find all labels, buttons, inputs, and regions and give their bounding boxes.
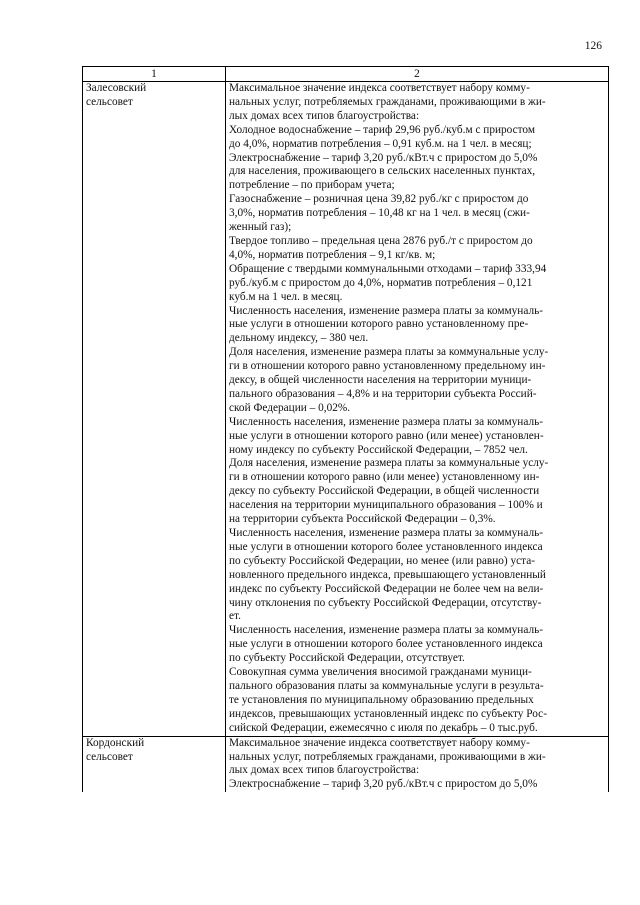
text-line: ные услуги в отношении которого равно установленному пре-	[229, 318, 529, 331]
description-paragraph	[229, 263, 605, 305]
text-line: ные услуги в отношении которого равно (или менее) установлен-	[229, 429, 544, 442]
text-line: ные услуги в отношении которого более установленного индекса	[229, 638, 543, 651]
description-paragraph	[229, 666, 605, 736]
text-line: индексов, превышающих установленный индекс по субъекту Рос-	[229, 707, 547, 720]
text-line: Твердое топливо – предельная цена 2876 руб./т с приростом до	[229, 234, 533, 247]
text-line: ному индексу по субъекту Российской Федерации, – 7852 чел.	[229, 443, 528, 456]
text-line: лых домах всех типов благоустройства:	[229, 109, 420, 122]
text-line: Обращение с твердыми коммунальными отходами – тариф 333,94	[229, 262, 547, 275]
header-cell-1: 1	[83, 67, 226, 82]
text-line: дексу по субъекту Российской Федерации, в общей численности	[229, 485, 540, 498]
description-paragraph	[229, 778, 605, 792]
text-line: пального образования – 4,8% и на территории субъекта Россий-	[229, 387, 537, 400]
text-line: на территории субъекта Российской Федерации – 0,3%.	[229, 513, 496, 526]
text-line: населения на территории муниципального образования – 100% и	[229, 499, 543, 512]
text-line: сийской Федерации, ежемесячно с июля по декабрь – 0 тыс.руб.	[229, 721, 538, 734]
description-paragraph	[229, 624, 605, 666]
text-line: Численность населения, изменение размера платы за коммуналь-	[229, 415, 543, 428]
text-line: нальных услуг, потребляемых гражданами, проживающими в жи-	[229, 95, 546, 108]
description-cell	[226, 82, 609, 737]
municipality-name-line: сельсовет	[86, 95, 133, 108]
municipality-name-cell	[83, 82, 226, 737]
text-line: женный газ);	[229, 221, 292, 234]
text-line: пального образования платы за коммунальные услуги в результа-	[229, 679, 544, 692]
text-line: дексу, в общей численности населения на территории муници-	[229, 374, 532, 387]
text-line: 4,0%, норматив потребления – 9,1 кг/кв. м;	[229, 248, 436, 261]
text-line: ет.	[229, 610, 241, 623]
text-line: по субъекту Российской Федерации, отсутствует.	[229, 652, 465, 665]
table-row	[83, 736, 609, 792]
text-line: чину отклонения по субъекту Российской Федерации, отсутству-	[229, 596, 542, 609]
table-row	[83, 82, 609, 737]
description-paragraph	[229, 737, 605, 779]
text-line: дельному индексу, – 380 чел.	[229, 332, 369, 345]
text-line: ской Федерации – 0,02%.	[229, 401, 351, 414]
municipality-name-cell	[83, 736, 226, 792]
text-line: Холодное водоснабжение – тариф 29,96 руб./куб.м с приростом	[229, 123, 535, 136]
text-line: Максимальное значение индекса соответствует набору комму-	[229, 736, 530, 749]
description-paragraph	[229, 193, 605, 235]
text-line: 3,0%, норматив потребления – 10,48 кг на 1 чел. в месяц (сжи-	[229, 207, 530, 220]
text-line: Доля населения, изменение размера платы за коммунальные услу-	[229, 346, 549, 359]
text-line: куб.м на 1 чел. в месяц.	[229, 290, 343, 303]
text-line: Численность населения, изменение размера платы за коммуналь-	[229, 624, 543, 637]
description-paragraph	[229, 124, 605, 152]
description-paragraph	[229, 305, 605, 347]
text-line: ги в отношении которого равно (или менее) установленному ин-	[229, 471, 540, 484]
text-line: Доля населения, изменение размера платы за коммунальные услу-	[229, 457, 549, 470]
text-line: Электроснабжение – тариф 3,20 руб./кВт.ч с приростом до 5,0%	[229, 778, 538, 791]
description-paragraph	[229, 416, 605, 458]
text-line: Численность населения, изменение размера платы за коммуналь-	[229, 304, 543, 317]
text-line: Газоснабжение – розничная цена 39,82 руб./кг с приростом до	[229, 193, 529, 206]
text-line: ные услуги в отношении которого более установленного индекса	[229, 540, 543, 553]
description-paragraph	[229, 527, 605, 624]
page-number: 126	[584, 40, 602, 52]
text-line: нальных услуг, потребляемых гражданами, проживающими в жи-	[229, 750, 546, 763]
description-paragraph	[229, 235, 605, 263]
text-line: для населения, проживающего в сельских населенных пунктах,	[229, 165, 536, 178]
text-line: Максимальное значение индекса соответствует набору комму-	[229, 82, 530, 94]
municipality-name-line: сельсовет	[86, 750, 133, 763]
description-paragraph	[229, 82, 605, 124]
text-line: Совокупная сумма увеличения вносимой гражданами муници-	[229, 666, 532, 679]
tariff-table	[82, 66, 609, 792]
header-cell-2: 2	[226, 67, 609, 82]
text-line: индекс по субъекту Российской Федерации не более чем на вели-	[229, 582, 544, 595]
description-paragraph	[229, 152, 605, 194]
table-header-row	[83, 67, 609, 82]
text-line: ги в отношении которого равно установленному предельному ин-	[229, 360, 546, 373]
text-line: по субъекту Российской Федерации, но менее (или равно) уста-	[229, 554, 535, 567]
municipality-name-line: Залесовский	[86, 82, 147, 94]
description-paragraph	[229, 346, 605, 416]
text-line: новленного предельного индекса, превышающего установленный	[229, 568, 546, 581]
description-paragraph	[229, 457, 605, 527]
text-line: Электроснабжение – тариф 3,20 руб./кВт.ч с приростом до 5,0%	[229, 151, 538, 164]
text-line: потребление – по приборам учета;	[229, 179, 395, 192]
text-line: лых домах всех типов благоустройства:	[229, 764, 420, 777]
text-line: до 4,0%, норматив потребления – 0,91 куб.м. на 1 чел. в месяц;	[229, 137, 532, 150]
text-line: Численность населения, изменение размера платы за коммуналь-	[229, 527, 543, 539]
text-line: те установления по муниципальному образованию предельных	[229, 693, 534, 706]
description-cell	[226, 736, 609, 792]
text-line: руб./куб.м с приростом до 4,0%, норматив потребления – 0,121	[229, 276, 533, 289]
municipality-name-line: Кордонский	[86, 736, 145, 749]
